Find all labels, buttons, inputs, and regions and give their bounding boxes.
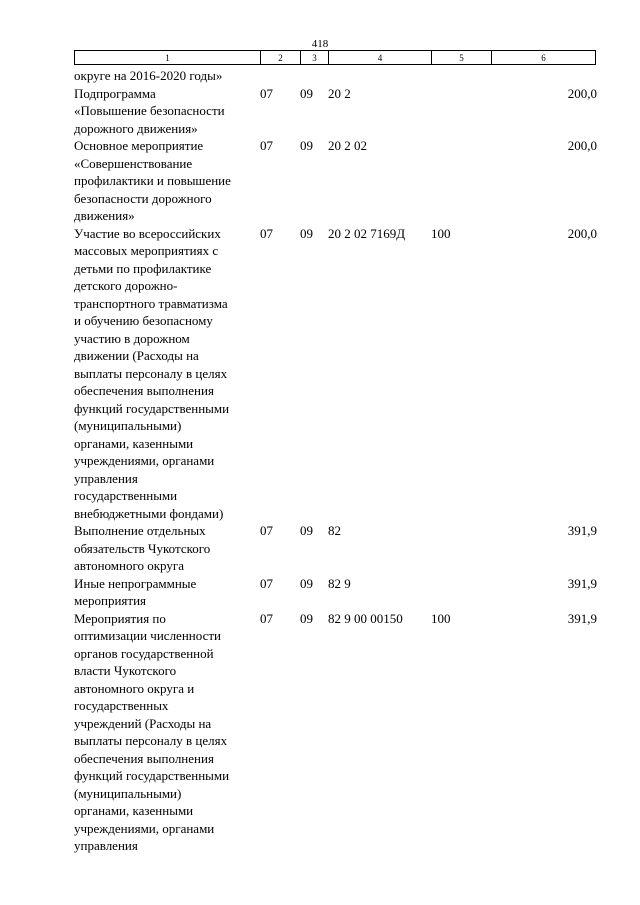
row-section: 07 xyxy=(260,138,273,153)
row-target-article: 82 9 xyxy=(328,575,351,591)
row-amount: 200,0 xyxy=(567,85,597,101)
row-amount: 200,0 xyxy=(567,138,597,153)
row-section: 07 xyxy=(260,85,273,101)
row-name: Основное мероприятие «Совершенствование профилактики и повышение безопасности дорожного движения» xyxy=(74,138,231,223)
column-header-1: 1 xyxy=(75,51,261,65)
table-row xyxy=(74,137,597,225)
row-target-article: 20 2 02 7169Д xyxy=(328,225,406,241)
row-target-article: 82 9 00 00150 xyxy=(328,610,403,626)
row-amount: 200,0 xyxy=(567,225,597,241)
table-row xyxy=(74,85,597,138)
row-target-article: 20 2 02 xyxy=(328,138,367,153)
column-header-4: 4 xyxy=(329,51,432,65)
row-expense-type: 100 xyxy=(431,610,451,626)
table-row xyxy=(74,610,597,855)
row-subsection: 09 xyxy=(300,138,313,153)
row-expense-type: 100 xyxy=(431,225,451,241)
column-header-6: 6 xyxy=(492,51,596,65)
table-row xyxy=(74,225,597,523)
row-section: 07 xyxy=(260,225,273,241)
row-name: Участие во всероссийских массовых мероприятиях с детьми по профилактике детского дорожно- транспортного травматизма и обучению безопасному участию в дорожном движении (Расходы на выплаты персоналу в целях обеспечения выполнения функций государственными (муниципальными) органами, казенными учреждениями, органами управления государственными внебюджетными фондами) xyxy=(74,225,230,521)
row-target-article: 82 xyxy=(328,523,341,538)
column-header-3: 3 xyxy=(301,51,329,65)
table-row xyxy=(74,67,597,85)
column-header-table xyxy=(74,50,596,65)
table-row xyxy=(74,575,597,610)
row-amount: 391,9 xyxy=(567,610,597,626)
budget-table-body xyxy=(74,67,597,855)
row-subsection: 09 xyxy=(300,225,313,241)
row-name: Выполнение отдельных обязательств Чукотского автономного округа xyxy=(74,523,211,573)
row-name: округе на 2016-2020 годы» xyxy=(74,68,223,83)
page-number: 418 xyxy=(311,38,329,50)
table-row xyxy=(74,522,597,575)
row-subsection: 09 xyxy=(300,523,313,538)
row-amount: 391,9 xyxy=(567,523,597,538)
row-name: Мероприятия по оптимизации численности органов государственной власти Чукотского автономного округа и государственных учреждений (Расходы на выплаты персоналу в целях обеспечения выполнения функций государственными (муниципальными) органами, казенными учреждениями, органами управления xyxy=(74,610,230,853)
row-section: 07 xyxy=(260,610,273,626)
row-name: Подпрограмма «Повышение безопасности дорожного движения» xyxy=(74,85,225,136)
row-subsection: 09 xyxy=(300,610,313,626)
row-target-article: 20 2 xyxy=(328,85,351,101)
row-amount: 391,9 xyxy=(567,575,597,591)
column-header-5: 5 xyxy=(432,51,492,65)
row-subsection: 09 xyxy=(300,575,313,591)
row-subsection: 09 xyxy=(300,85,313,101)
row-section: 07 xyxy=(260,575,273,591)
column-header-row xyxy=(75,51,596,65)
row-name: Иные непрограммные мероприятия xyxy=(74,575,197,608)
column-header-2: 2 xyxy=(261,51,301,65)
row-section: 07 xyxy=(260,523,273,538)
